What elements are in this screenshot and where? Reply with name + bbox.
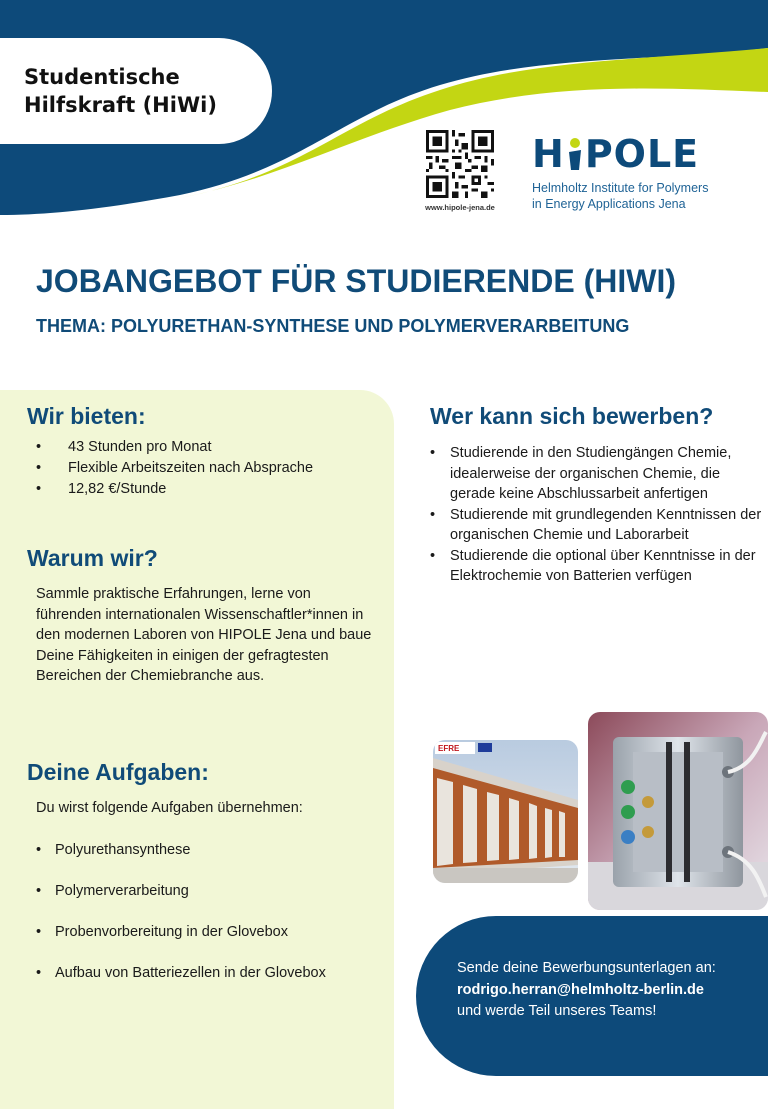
hiwi-badge	[0, 38, 272, 144]
page-subtitle: THEMA: POLYURETHAN-SYNTHESE UND POLYMERVERARBEITUNG	[36, 316, 630, 336]
qr-code[interactable]	[426, 130, 494, 198]
logo-i-icon	[566, 136, 584, 172]
building-photo	[433, 740, 578, 883]
task-item: • Polymerverarbeitung	[36, 881, 386, 922]
hiwi-badge-line1: Studentische	[24, 65, 180, 89]
contact-email-link[interactable]: rodrigo.herran@helmholtz-berlin.de	[457, 981, 704, 998]
cta-line1: Sende deine Bewerbungsunterlagen an:	[457, 960, 716, 976]
offer-heading: Wir bieten:	[27, 403, 146, 429]
offer-item: • Flexible Arbeitszeiten nach Absprache	[36, 458, 386, 479]
who-heading: Wer kann sich bewerben?	[430, 403, 714, 429]
why-text: Sammle praktische Erfahrungen, lerne von führenden internationalen Wissenschaftler*innen in den modernen Laboren von HIPOLE Jena und baue Deine Fähigkeiten in einigen der gefragtesten Bereichen der Chemiebranche aus.	[36, 586, 372, 685]
logo-subtitle-line1: Helmholtz Institute for Polymers	[532, 181, 709, 195]
offer-item: • 12,82 €/Stunde	[36, 479, 386, 500]
logo-wordmark	[532, 134, 708, 174]
cta-line3: und werde Teil unseres Teams!	[457, 1003, 657, 1019]
who-item: • Studierende mit grundlegenden Kenntnissen der organischen Chemie und Laborarbeit	[430, 505, 764, 546]
who-list	[430, 443, 764, 587]
why-heading: Warum wir?	[27, 545, 158, 571]
tasks-heading: Deine Aufgaben:	[27, 759, 209, 785]
task-item: • Polyurethansynthese	[36, 840, 386, 881]
offer-list	[36, 437, 386, 500]
logo-subtitle	[532, 180, 708, 212]
lab-equipment-photo	[588, 712, 768, 910]
efre-badge: EFRE	[438, 744, 460, 753]
application-callout	[416, 916, 768, 1076]
qr-url: www.hipole-jena.de	[425, 203, 495, 212]
task-item: • Aufbau von Batteriezellen in der Glovebox	[36, 963, 386, 1004]
task-list	[36, 840, 386, 1004]
hiwi-badge-line2: Hilfskraft (HiWi)	[24, 93, 217, 117]
task-item: • Probenvorbereitung in der Glovebox	[36, 922, 386, 963]
page-title: JOBANGEBOT FÜR STUDIERENDE (HIWI)	[36, 263, 676, 299]
logo-subtitle-line2: in Energy Applications Jena	[532, 197, 686, 211]
offer-item: • 43 Stunden pro Monat	[36, 437, 386, 458]
hipole-logo	[532, 134, 708, 212]
who-item: • Studierende die optional über Kenntnisse in der Elektrochemie von Batterien verfügen	[430, 546, 764, 587]
tasks-intro: Du wirst folgende Aufgaben übernehmen:	[36, 800, 303, 816]
logo-word-start: H	[532, 132, 565, 176]
who-item: • Studierende in den Studiengängen Chemie, idealerweise der organischen Chemie, die gerade keine Abschlussarbeit anfertigen	[430, 443, 764, 505]
logo-word-end: POLE	[584, 132, 700, 176]
